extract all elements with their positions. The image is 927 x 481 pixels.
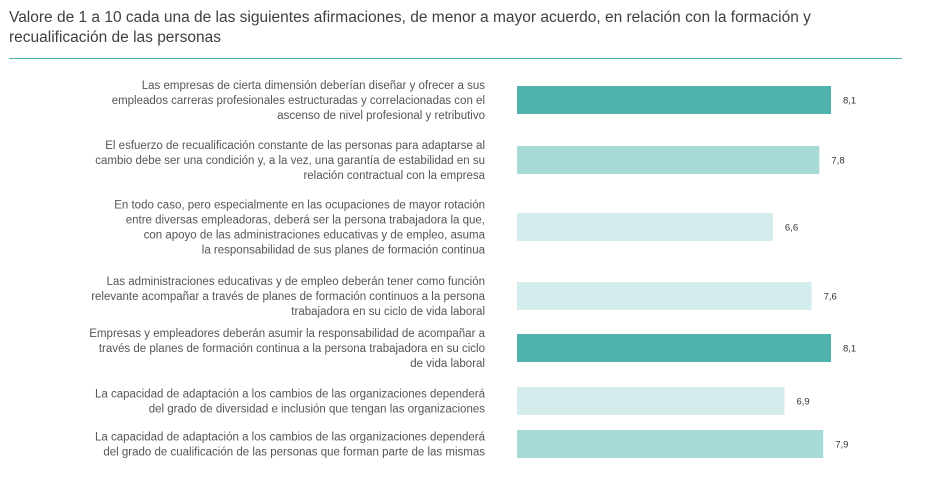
bar-6: [517, 387, 785, 415]
category-label-7: La capacidad de adaptación a los cambios de las organizaciones dependerá del grado de cualificación de las personas que forman parte de las mismas: [95, 431, 485, 459]
bar-1: [517, 86, 831, 114]
value-label-1: 8,1: [843, 95, 857, 107]
category-label-3: En todo caso, pero especialmente en las ocupaciones de mayor rotación entre diversas empleadoras, deberá ser la persona trabajadora la que, con apoyo de las administraciones educativas y de empleo, asuma la responsabilidad de sus planes de formación continua: [114, 199, 485, 257]
category-label-2: El esfuerzo de recualificación constante de las personas para adaptarse al cambio debe ser una condición y, a la vez, una garantía de estabilidad en su relación contractual con la empresa: [95, 140, 485, 182]
category-label-4: Las administraciones educativas y de empleo deberán tener como función relevante acompañar a través de planes de formación continuos a la persona trabajadora en su ciclo de vida laboral: [91, 276, 485, 318]
value-label-6: 6,9: [796, 396, 810, 408]
value-label-7: 7,9: [835, 439, 849, 451]
chart-title: Valore de 1 a 10 cada una de las siguientes afirmaciones, de menor a mayor acuerdo, en relación con la formación y recualificación de las personas: [9, 9, 811, 46]
bar-4: [517, 282, 812, 310]
category-label-6: La capacidad de adaptación a los cambios de las organizaciones dependerá del grado de diversidad e inclusión que tengan las organizaciones: [95, 388, 485, 416]
bar-3: [517, 213, 773, 241]
value-label-5: 8,1: [843, 343, 857, 355]
value-label-4: 7,6: [823, 291, 837, 303]
bar-7: [517, 430, 823, 458]
value-label-3: 6,6: [784, 222, 799, 234]
value-label-2: 7,8: [831, 155, 845, 167]
bar-5: [517, 334, 831, 362]
category-label-1: Las empresas de cierta dimensión deberían diseñar y ofrecer a sus empleados carreras profesionales estructuradas y correlacionadas con el ascenso de nivel profesional y retributivo: [111, 80, 485, 122]
category-label-5: Empresas y empleadores deberán asumir la responsabilidad de acompañar a través de planes de formación continua a la persona trabajadora en su ciclo de vida laboral: [89, 328, 485, 370]
bar-2: [517, 146, 819, 174]
